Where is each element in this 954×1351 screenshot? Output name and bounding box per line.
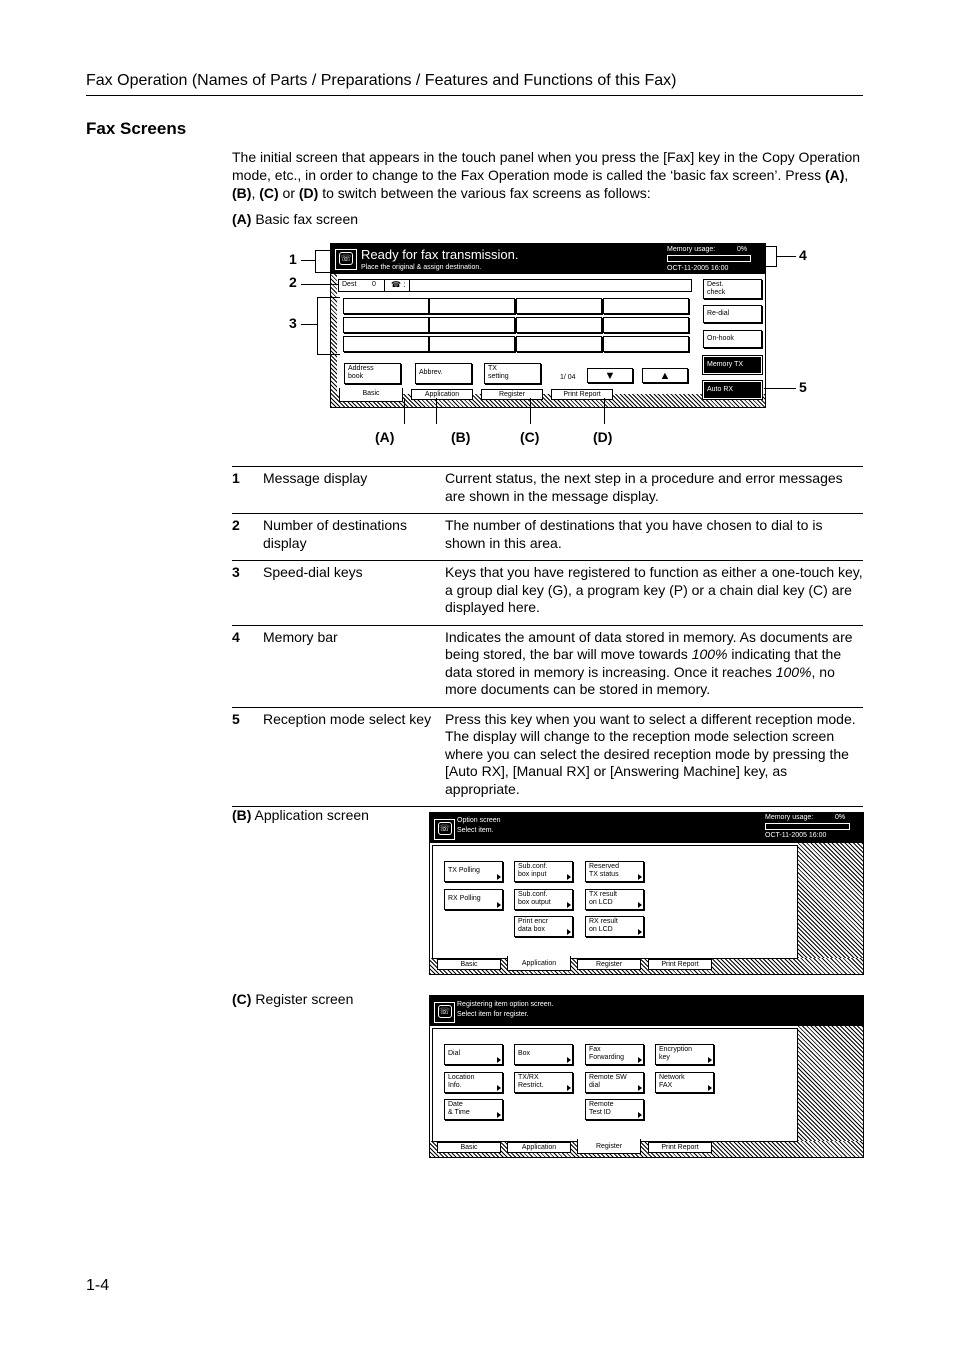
callout-4: 4 xyxy=(799,247,807,263)
speed-dial-key[interactable] xyxy=(603,317,689,333)
speed-dial-key[interactable] xyxy=(343,317,429,333)
screen-title: Registering item option screen. xyxy=(457,1001,554,1008)
callout-a: (A) xyxy=(375,429,395,445)
print-encr-data-box-button[interactable]: Print encr data box xyxy=(514,916,573,937)
remote-test-id-button[interactable]: Remote Test ID xyxy=(585,1099,644,1120)
memory-usage-label: Memory usage: xyxy=(765,814,814,821)
dial-button[interactable]: Dial xyxy=(444,1044,503,1065)
callout-2: 2 xyxy=(289,274,297,290)
scroll-down-button[interactable] xyxy=(587,368,633,383)
tab-basic[interactable]: Basic xyxy=(437,959,501,970)
redial-button[interactable]: Re-dial xyxy=(703,305,762,323)
date-time: OCT-11-2005 16:00 xyxy=(765,832,827,839)
table-row: 4 Memory bar Indicates the amount of data stored in memory. As documents are being stored, the bar will move towards 100% indicating that the data stored in memory is increasing. Once it reaches 100%, no more documents can be stored in memory. xyxy=(232,625,863,707)
callout-1: 1 xyxy=(289,251,297,267)
dest-check-button[interactable]: Dest. check xyxy=(703,279,762,299)
caption-application-screen: (B) Application screen xyxy=(232,807,369,823)
tab-print-report[interactable]: Print Report xyxy=(648,959,712,970)
remote-sw-dial-button[interactable]: Remote SW dial xyxy=(585,1072,644,1093)
memory-bar xyxy=(667,255,751,262)
down-arrow-icon: ▼ xyxy=(604,370,616,382)
tx-result-on-lcd-button[interactable]: TX result on LCD xyxy=(585,889,644,910)
address-book-button[interactable]: Address book xyxy=(344,363,401,384)
tab-print-report[interactable]: Print Report xyxy=(648,1142,712,1153)
rx-result-on-lcd-button[interactable]: RX result on LCD xyxy=(585,916,644,937)
callout-3: 3 xyxy=(289,315,297,331)
speed-dial-key[interactable] xyxy=(429,317,515,333)
callout-b: (B) xyxy=(451,429,471,445)
speed-dial-key[interactable] xyxy=(603,298,689,314)
register-screen xyxy=(429,995,864,1158)
network-fax-button[interactable]: Network FAX xyxy=(655,1072,714,1093)
page-counter: 1/ 04 xyxy=(560,374,576,381)
tab-basic[interactable]: Basic xyxy=(437,1142,501,1153)
encryption-key-button[interactable]: Encryption key xyxy=(655,1044,714,1065)
speed-dial-key[interactable] xyxy=(603,336,689,352)
speed-dial-key[interactable] xyxy=(516,336,602,352)
screen-subtitle: Select item. xyxy=(457,827,494,834)
tx-rx-restrict-button[interactable]: TX/RX Restrict. xyxy=(514,1072,573,1093)
speed-dial-key[interactable] xyxy=(343,336,429,352)
table-row: 1 Message display Current status, the next step in a procedure and error messages are shown in the message display. xyxy=(232,467,863,514)
tab-application[interactable]: Application xyxy=(507,1142,571,1153)
up-arrow-icon: ▲ xyxy=(659,370,671,382)
date-time-button[interactable]: Date & Time xyxy=(444,1099,503,1120)
memory-tx-button[interactable]: Memory TX xyxy=(703,356,762,374)
screen-subtitle: Select item for register. xyxy=(457,1011,529,1018)
location-info-button[interactable]: Location Info. xyxy=(444,1072,503,1093)
abbrev-button[interactable]: Abbrev. xyxy=(415,363,472,384)
table-row: 5 Reception mode select key Press this key when you want to select a different reception mode. The display will change to the reception mode selection screen where you can select the desired reception mode by pressing the [Auto RX], [Manual RX] or [Answering Machine] key, as appropriate. xyxy=(232,707,863,807)
screen-title: Ready for fax transmission. xyxy=(361,247,519,262)
tab-basic[interactable]: Basic xyxy=(339,388,403,402)
memory-usage-label: Memory usage: xyxy=(667,246,716,253)
fax-icon: ☏ xyxy=(434,819,455,840)
tx-polling-button[interactable]: TX Polling xyxy=(444,861,503,882)
memory-usage-value: 0% xyxy=(737,246,748,253)
rx-polling-button[interactable]: RX Polling xyxy=(444,889,503,910)
table-row: 3 Speed-dial keys Keys that you have registered to function as either a one-touch key, a group dial key (G), a program key (P) or a chain dial key (C) are displayed here. xyxy=(232,561,863,626)
destination-count-display: Dest 0 ☎ : xyxy=(338,279,692,292)
phone-icon: ☎ : xyxy=(391,280,406,289)
speed-dial-key[interactable] xyxy=(516,298,602,314)
caption-basic-screen: (A) Basic fax screen xyxy=(232,211,359,227)
speed-dial-key[interactable] xyxy=(516,317,602,333)
message-display xyxy=(331,244,765,274)
speed-dial-key[interactable] xyxy=(429,298,515,314)
callout-c: (C) xyxy=(520,429,540,445)
tab-print-report[interactable]: Print Report xyxy=(551,389,613,400)
destination-count: 0 xyxy=(372,281,376,288)
callout-5: 5 xyxy=(799,379,807,395)
page-number: 1-4 xyxy=(86,1277,110,1294)
memory-bar xyxy=(765,823,850,830)
speed-dial-key[interactable] xyxy=(343,298,429,314)
intro-paragraph: The initial screen that appears in the touch panel when you press the [Fax] key in the Copy Operation mode, etc., in order to change to the Fax Operation mode is called the ‘basic fax screen’. Press (A), (B), (C) or (D) to switch between the various fax screens as follows: xyxy=(232,149,861,201)
screen-title: Option screen xyxy=(457,817,501,824)
header-rule xyxy=(86,95,863,96)
memory-usage-value: 0% xyxy=(835,814,846,821)
tx-setting-button[interactable]: TX setting xyxy=(484,363,541,384)
basic-fax-screen xyxy=(330,243,766,408)
fax-forwarding-button[interactable]: Fax Forwarding xyxy=(585,1044,644,1065)
box-button[interactable]: Box xyxy=(514,1044,573,1065)
tab-application[interactable]: Application xyxy=(507,956,571,971)
tab-register[interactable]: Register xyxy=(577,959,641,970)
section-title: Fax Screens xyxy=(86,119,187,138)
fax-icon: ☏ xyxy=(434,1002,455,1023)
table-row: 2 Number of destinations display The number of destinations that you have chosen to dial to is shown in this area. xyxy=(232,514,863,561)
tab-register[interactable]: Register xyxy=(577,1139,641,1154)
parts-table xyxy=(232,466,863,807)
sub-conf-box-input-button[interactable]: Sub.conf. box input xyxy=(514,861,573,882)
caption-register-screen: (C) Register screen xyxy=(232,991,354,1007)
on-hook-button[interactable]: On-hook xyxy=(703,330,762,348)
application-screen xyxy=(429,812,864,975)
tab-register[interactable]: Register xyxy=(481,389,543,400)
fax-icon: ☏ xyxy=(335,249,357,270)
reserved-tx-status-button[interactable]: Reserved TX status xyxy=(585,861,644,882)
date-time: OCT-11-2005 16:00 xyxy=(667,265,729,272)
scroll-up-button[interactable] xyxy=(642,368,688,383)
speed-dial-key[interactable] xyxy=(429,336,515,352)
running-header: Fax Operation (Names of Parts / Preparations / Features and Functions of this Fax) xyxy=(86,72,677,89)
tab-application[interactable]: Application xyxy=(411,389,473,400)
sub-conf-box-output-button[interactable]: Sub.conf. box output xyxy=(514,889,573,910)
screen-subtitle: Place the original & assign destination. xyxy=(361,264,482,271)
callout-d: (D) xyxy=(593,429,613,445)
auto-rx-button[interactable]: Auto RX xyxy=(703,381,762,399)
